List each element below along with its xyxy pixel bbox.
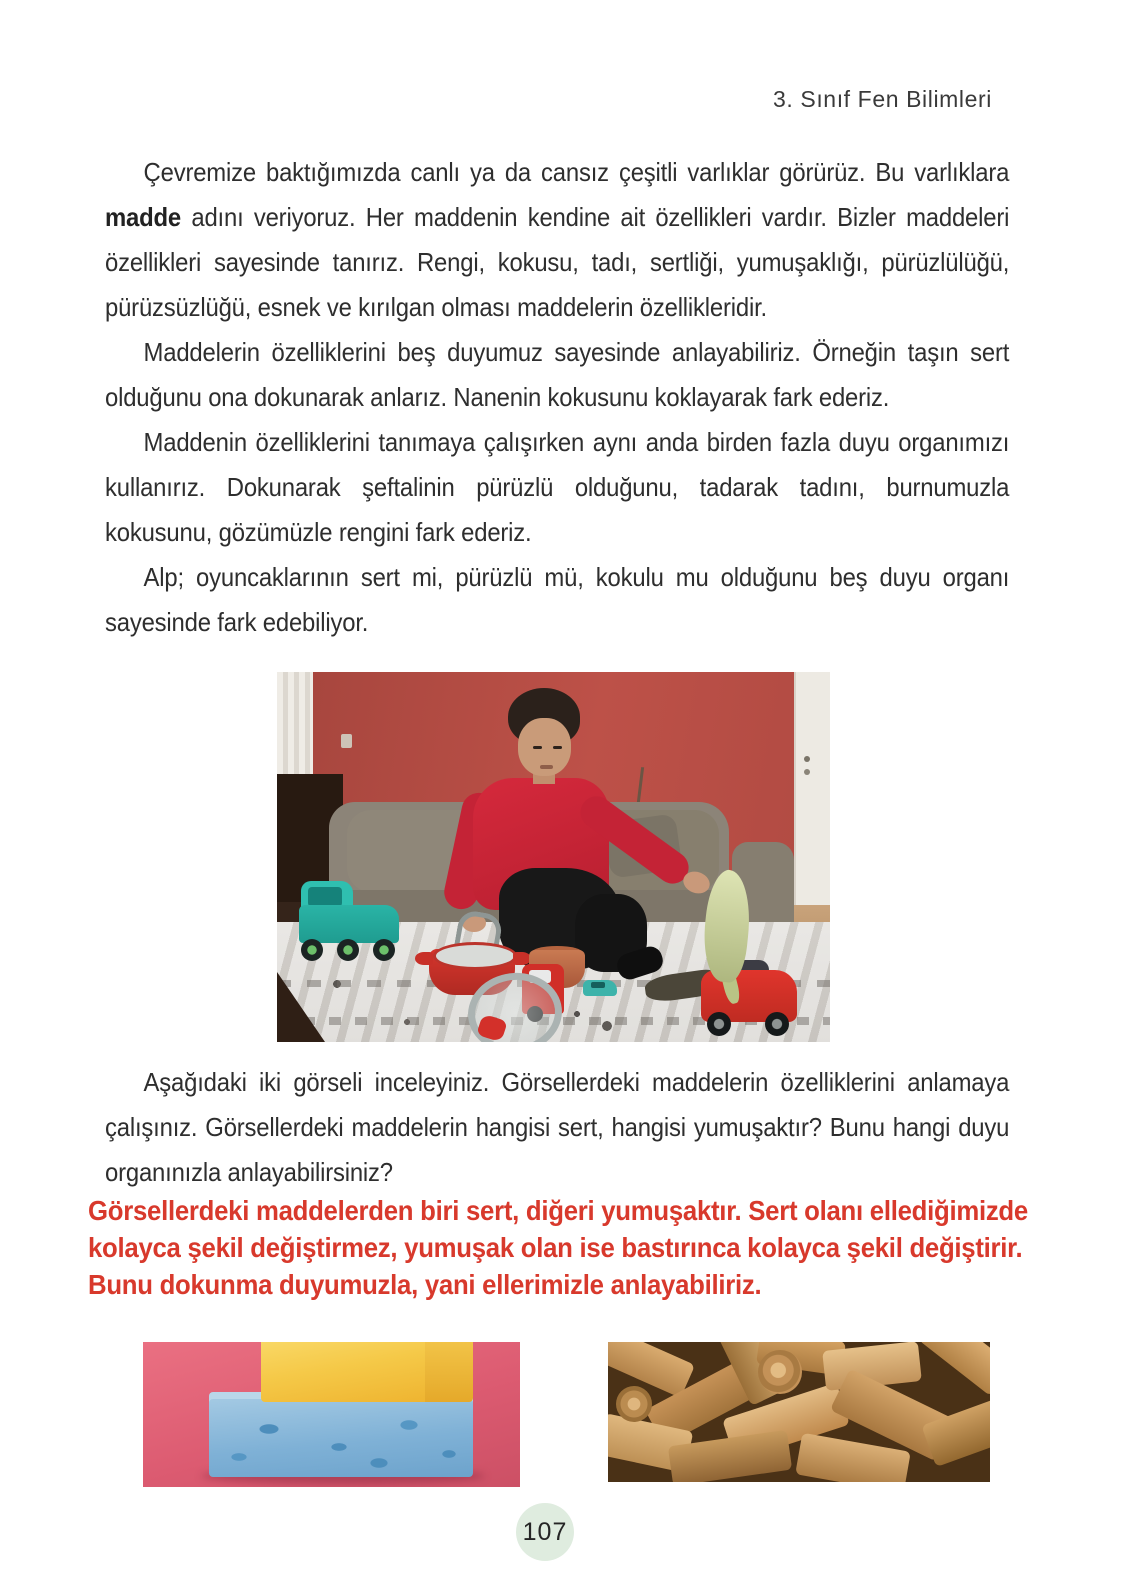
paragraph-4: Alp; oyuncaklarının sert mi, pürüzlü mü, kokulu mu olduğunu beş duyu organı sayesinde fark edebiliyor. <box>105 562 1010 637</box>
answer-text: Görsellerdeki maddelerden biri sert, diğeri yumuşaktır. Sert olanı ellediğimizde kolayca şekil değiştirmez, yumuşak olan ise bastırınca kolayca şekil değiştirir. Bunu dokunma duyumuzla, yani ellerimizle anlayabiliriz. <box>88 1195 1028 1300</box>
firewood-photo <box>608 1342 990 1482</box>
log-end <box>616 1386 652 1422</box>
paragraph-2: Maddelerin özelliklerini beş duyumuz sayesinde anlayabiliriz. Örneğin taşın sert olduğunu ona dokunarak anlarız. Nanenin kokusunu koklayarak fark ederiz. <box>105 337 1010 412</box>
log <box>918 1342 990 1396</box>
page-number-badge <box>516 1503 574 1561</box>
boy-playing-photo <box>277 672 830 1042</box>
paragraph-5: Aşağıdaki iki görseli inceleyiniz. Görsellerdeki maddelerin özelliklerini anlamaya çalışınız. Görsellerdeki maddelerin hangisi sert, hangisi yumuşaktır? Bunu hangi duyu organınızla anlayabilirsiniz? <box>105 1067 1010 1187</box>
question-text <box>105 1060 1009 1195</box>
light-switch <box>341 734 352 748</box>
paragraph-1: Çevremize baktığımızda canlı ya da cansız çeşitli varlıklar görürüz. Bu varlıklara madde adını veriyoruz. Her maddenin kendine ait özellikleri vardır. Bizler maddeleri özellikleri sayesinde tanırız. Rengi, kokusu, tadı, sertliği, yumuşaklığı, pürüzlülüğü, pürüzsüzlüğü, esnek ve kırılgan olması maddelerin özellikleridir. <box>105 157 1010 322</box>
log <box>921 1393 990 1467</box>
yellow-sponge <box>261 1342 445 1402</box>
paragraph-3: Maddenin özelliklerini tanımaya çalışırken aynı anda birden fazla duyu organımızı kullanırız. Dokunarak şeftalinin pürüzlü olduğunu, tadarak tadını, burnumuzla kokusunu, gözümüzle rengini fark ederiz. <box>105 427 1010 547</box>
log-end <box>758 1350 802 1394</box>
page-header: 3. Sınıf Fen Bilimleri <box>773 86 992 112</box>
page-number: 107 <box>522 1517 568 1546</box>
sponges-photo <box>143 1342 520 1487</box>
blue-sponge <box>209 1399 473 1477</box>
teal-truck <box>299 881 399 965</box>
bold-term-madde: madde <box>105 202 182 232</box>
body-text <box>105 150 1009 645</box>
